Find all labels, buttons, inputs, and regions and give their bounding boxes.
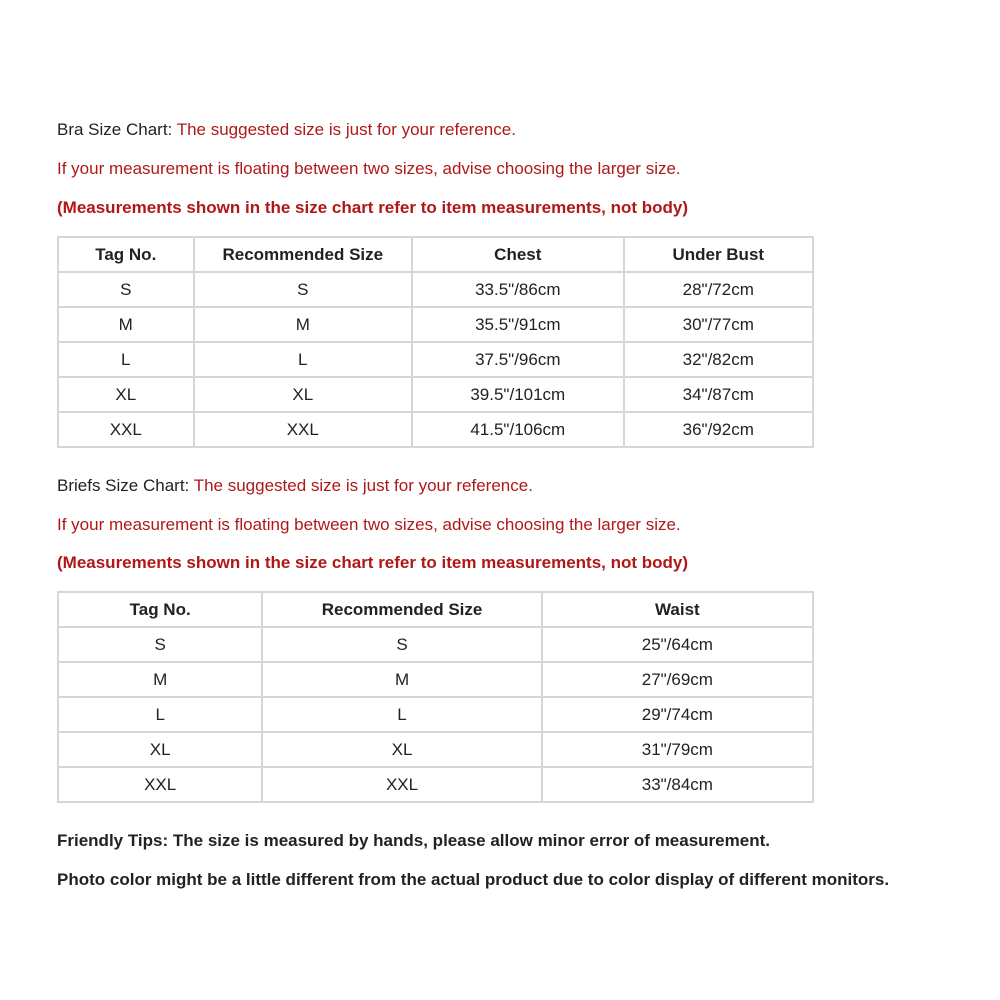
briefs-heading-note: The suggested size is just for your reference. [189,476,533,495]
cell-recommended-size: XL [262,732,541,767]
table-row [58,377,813,412]
table-row [58,412,813,447]
bra-heading-colon: : [167,120,173,139]
bra-heading-note: The suggested size is just for your reference. [172,120,516,139]
friendly-tips: Friendly Tips: The size is measured by hands, please allow minor error of measurement. [57,831,770,850]
bra-advice: If your measurement is floating between two sizes, advise choosing the larger size. [57,159,681,178]
header-recommended-size: Recommended Size [262,592,541,627]
table-row [58,272,813,307]
photo-color-note: Photo color might be a little different from the actual product due to color display of different monitors. [57,870,890,889]
table-row [58,662,813,697]
cell-chest: 37.5"/96cm [412,342,623,377]
cell-tag-no: L [58,342,194,377]
cell-waist: 33"/84cm [542,767,813,802]
briefs-advice: If your measurement is floating between two sizes, advise choosing the larger size. [57,515,681,534]
header-tag-no: Tag No. [58,592,262,627]
table-row [58,732,813,767]
cell-tag-no: S [58,627,262,662]
cell-under-bust: 34"/87cm [624,377,813,412]
cell-waist: 31"/79cm [542,732,813,767]
header-waist: Waist [542,592,813,627]
cell-tag-no: XL [58,377,194,412]
cell-tag-no: L [58,697,262,732]
cell-chest: 33.5"/86cm [412,272,623,307]
cell-tag-no: M [58,307,194,342]
table-row [58,307,813,342]
header-tag-no: Tag No. [58,237,194,272]
cell-recommended-size: M [194,307,413,342]
bra-size-table [57,236,814,448]
table-header-row [58,592,813,627]
table-row [58,342,813,377]
cell-tag-no: XL [58,732,262,767]
cell-recommended-size: S [262,627,541,662]
header-chest: Chest [412,237,623,272]
briefs-heading-colon: : [184,476,190,495]
bra-heading-label: Bra Size Chart [57,120,168,139]
cell-under-bust: 28"/72cm [624,272,813,307]
table-header-row [58,237,813,272]
briefs-measurement-note: (Measurements shown in the size chart refer to item measurements, not body) [57,553,689,572]
briefs-heading-label: Briefs Size Chart [57,476,185,495]
table-row [58,697,813,732]
briefs-size-table [57,591,814,803]
header-recommended-size: Recommended Size [194,237,413,272]
cell-recommended-size: XXL [262,767,541,802]
cell-tag-no: XXL [58,412,194,447]
cell-recommended-size: XL [194,377,413,412]
cell-under-bust: 32"/82cm [624,342,813,377]
briefs-heading [57,476,533,496]
bra-heading [57,120,516,140]
cell-tag-no: S [58,272,194,307]
cell-recommended-size: L [194,342,413,377]
cell-recommended-size: L [262,697,541,732]
header-under-bust: Under Bust [624,237,813,272]
cell-tag-no: M [58,662,262,697]
cell-under-bust: 30"/77cm [624,307,813,342]
bra-measurement-note: (Measurements shown in the size chart refer to item measurements, not body) [57,198,689,217]
cell-under-bust: 36"/92cm [624,412,813,447]
cell-waist: 29"/74cm [542,697,813,732]
cell-chest: 35.5"/91cm [412,307,623,342]
cell-waist: 25"/64cm [542,627,813,662]
cell-recommended-size: M [262,662,541,697]
table-row [58,627,813,662]
cell-chest: 39.5"/101cm [412,377,623,412]
table-row [58,767,813,802]
cell-chest: 41.5"/106cm [412,412,623,447]
cell-recommended-size: XXL [194,412,413,447]
cell-waist: 27"/69cm [542,662,813,697]
cell-recommended-size: S [194,272,413,307]
cell-tag-no: XXL [58,767,262,802]
